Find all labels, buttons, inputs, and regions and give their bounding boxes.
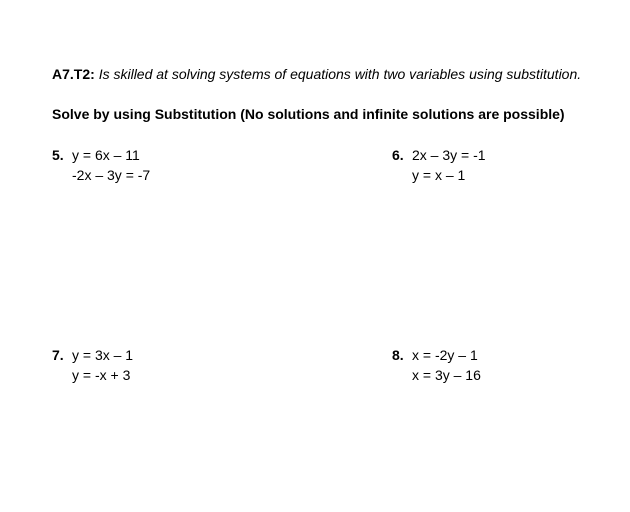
instructions-heading: Solve by using Substitution (No solutions and infinite solutions are possible) (52, 106, 565, 122)
problem-number: 7. (52, 347, 64, 363)
equation-1: x = -2y – 1 (412, 347, 478, 363)
equation-2: y = x – 1 (412, 167, 466, 183)
problem-6 (392, 145, 592, 185)
problem-number: 6. (392, 147, 404, 163)
problem-7 (52, 345, 252, 385)
equation-2: y = -x + 3 (72, 367, 131, 383)
equation-1: y = 6x – 11 (72, 147, 140, 163)
equation-1: 2x – 3y = -1 (412, 147, 486, 163)
standard-code: A7.T2: (52, 66, 95, 82)
problem-number: 5. (52, 147, 64, 163)
equation-2: -2x – 3y = -7 (72, 167, 151, 183)
problem-number: 8. (392, 347, 404, 363)
standard-statement (52, 66, 581, 82)
equation-1: y = 3x – 1 (72, 347, 134, 363)
equation-2: x = 3y – 16 (412, 367, 481, 383)
problem-5 (52, 145, 252, 185)
problem-8 (392, 345, 592, 385)
standard-description: Is skilled at solving systems of equations with two variables using substitution. (98, 66, 582, 82)
